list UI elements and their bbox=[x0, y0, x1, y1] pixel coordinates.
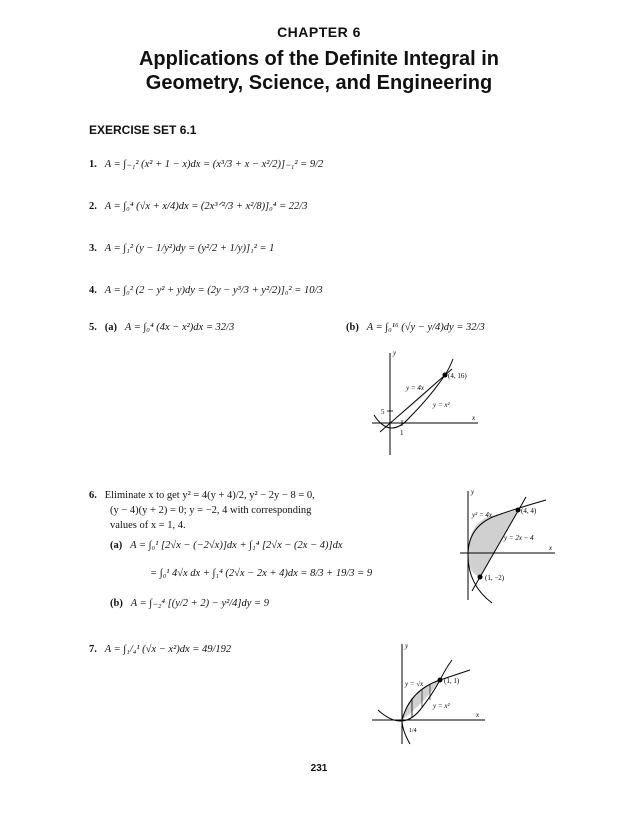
problem-number: 1. bbox=[89, 159, 97, 170]
shaded-region bbox=[468, 510, 518, 577]
point-label: (1, 1) bbox=[444, 677, 460, 685]
problem-equation: A = ∫₀⁴ (√x + x/4)dx = (2x³ᐟ²/3 + x²/8)]₀⁴ = 22/3 bbox=[104, 201, 308, 212]
intersection-point bbox=[443, 373, 448, 378]
problem-1 bbox=[89, 158, 323, 170]
problem-equation: A = ∫₁² (y − 1/y²)dy = (y²/2 + 1/y)]₁² = 1 bbox=[104, 243, 275, 254]
problem-equation: A = ∫₀² (2 − y² + y)dy = (2y − y³/3 + y²/2)]₀² = 10/3 bbox=[104, 285, 323, 296]
problem-equation-a: A = ∫₀⁴ (4x − x²)dx = 32/3 bbox=[124, 322, 235, 333]
x-axis-label: x bbox=[476, 711, 480, 719]
problem-3 bbox=[89, 243, 274, 254]
y-axis-label: y bbox=[393, 349, 397, 357]
part-label-b: (b) bbox=[110, 598, 123, 609]
problem-2 bbox=[89, 200, 307, 212]
curve-y-x2 bbox=[378, 660, 452, 721]
point-label-top: (4, 4) bbox=[521, 507, 537, 515]
problem-5 bbox=[89, 322, 234, 333]
problem-6-line-3: values of x = 1, 4. bbox=[110, 520, 186, 531]
intersection-point-top bbox=[516, 508, 521, 513]
problem-4 bbox=[89, 285, 323, 296]
part-label-b: (b) bbox=[346, 322, 359, 333]
page-number: 231 bbox=[310, 763, 328, 774]
problem-6-line-2: (y − 4)(y + 2) = 0; y = −2, 4 with corresponding bbox=[110, 505, 312, 516]
curve-label-sqrt: y = √x bbox=[405, 680, 424, 688]
title-line-1: Applications of the Definite Integral in bbox=[138, 48, 500, 70]
curve-label-line: y = 4x bbox=[406, 384, 424, 392]
problem-7 bbox=[89, 644, 231, 655]
problem-number: 4. bbox=[89, 285, 97, 296]
figure-problem-5 bbox=[360, 345, 490, 460]
problem-number: 6. bbox=[89, 490, 97, 501]
curve-label-parabola: y = x² bbox=[433, 702, 450, 710]
tick-label-x: 1 bbox=[400, 429, 404, 437]
curve-label-parabola: y² = 4x bbox=[472, 511, 493, 519]
section-heading: EXERCISE SET 6.1 bbox=[89, 123, 197, 137]
problem-6a-line-1 bbox=[110, 540, 343, 551]
problem-6-line-1 bbox=[89, 490, 315, 501]
part-label-a: (a) bbox=[110, 540, 123, 551]
tick-label-x: 1/4 bbox=[409, 728, 417, 734]
chapter-title bbox=[0, 47, 638, 95]
part-label-a: (a) bbox=[104, 322, 117, 333]
figure-problem-6 bbox=[458, 485, 558, 605]
problem-6a-line-2 bbox=[150, 568, 372, 579]
y-axis-label: y bbox=[471, 488, 475, 496]
problem-equation: A = ∫₋₁² (x² + 1 − x)dx = (x³/3 + x − x²/2)]₋₁² = 9/2 bbox=[104, 159, 324, 170]
point-label: (4, 16) bbox=[448, 372, 467, 380]
figure-problem-7 bbox=[370, 640, 490, 745]
problem-equation-a: A = ∫₀¹ [2√x − (−2√x)]dx + ∫₁⁴ [2√x − (2x − 4)]dx bbox=[130, 540, 343, 551]
problem-text: Eliminate x to get y² = 4(y + 4)/2, y² − 2y − 8 = 0, bbox=[104, 490, 315, 501]
title-line-2: Geometry, Science, and Engineering bbox=[145, 72, 493, 94]
problem-number: 7. bbox=[89, 644, 97, 655]
problem-number: 2. bbox=[89, 201, 97, 212]
tick-label-y: 5 bbox=[381, 408, 385, 416]
problem-5b bbox=[346, 322, 485, 333]
problem-equation: A = ∫₁/₄¹ (√x − x²)dx = 49/192 bbox=[104, 644, 232, 655]
y-axis-label: y bbox=[405, 642, 409, 650]
x-axis-label: x bbox=[549, 544, 553, 552]
problem-6b bbox=[110, 597, 269, 609]
problem-equation-a-continued: = ∫₀¹ 4√x dx + ∫₁⁴ (2√x − 2x + 4)dx = 8/3 + 19/3 = 9 bbox=[150, 568, 373, 579]
problem-equation-b: A = ∫₀¹⁶ (√y − y/4)dy = 32/3 bbox=[366, 322, 485, 333]
chapter-heading: CHAPTER 6 bbox=[277, 24, 361, 40]
curve-label-line: y = 2x − 4 bbox=[504, 534, 534, 542]
problem-number: 5. bbox=[89, 322, 97, 333]
point-label-bottom: (1, −2) bbox=[485, 574, 505, 582]
intersection-point-bottom bbox=[478, 575, 483, 580]
problem-number: 3. bbox=[89, 243, 97, 254]
curve-y-x2 bbox=[374, 359, 453, 428]
problem-equation-b: A = ∫₋₂⁴ [(y/2 + 2) − y²/4]dy = 9 bbox=[130, 598, 270, 609]
intersection-point bbox=[438, 678, 443, 683]
x-axis-label: x bbox=[472, 414, 476, 422]
curve-label-parabola: y = x² bbox=[433, 401, 450, 409]
